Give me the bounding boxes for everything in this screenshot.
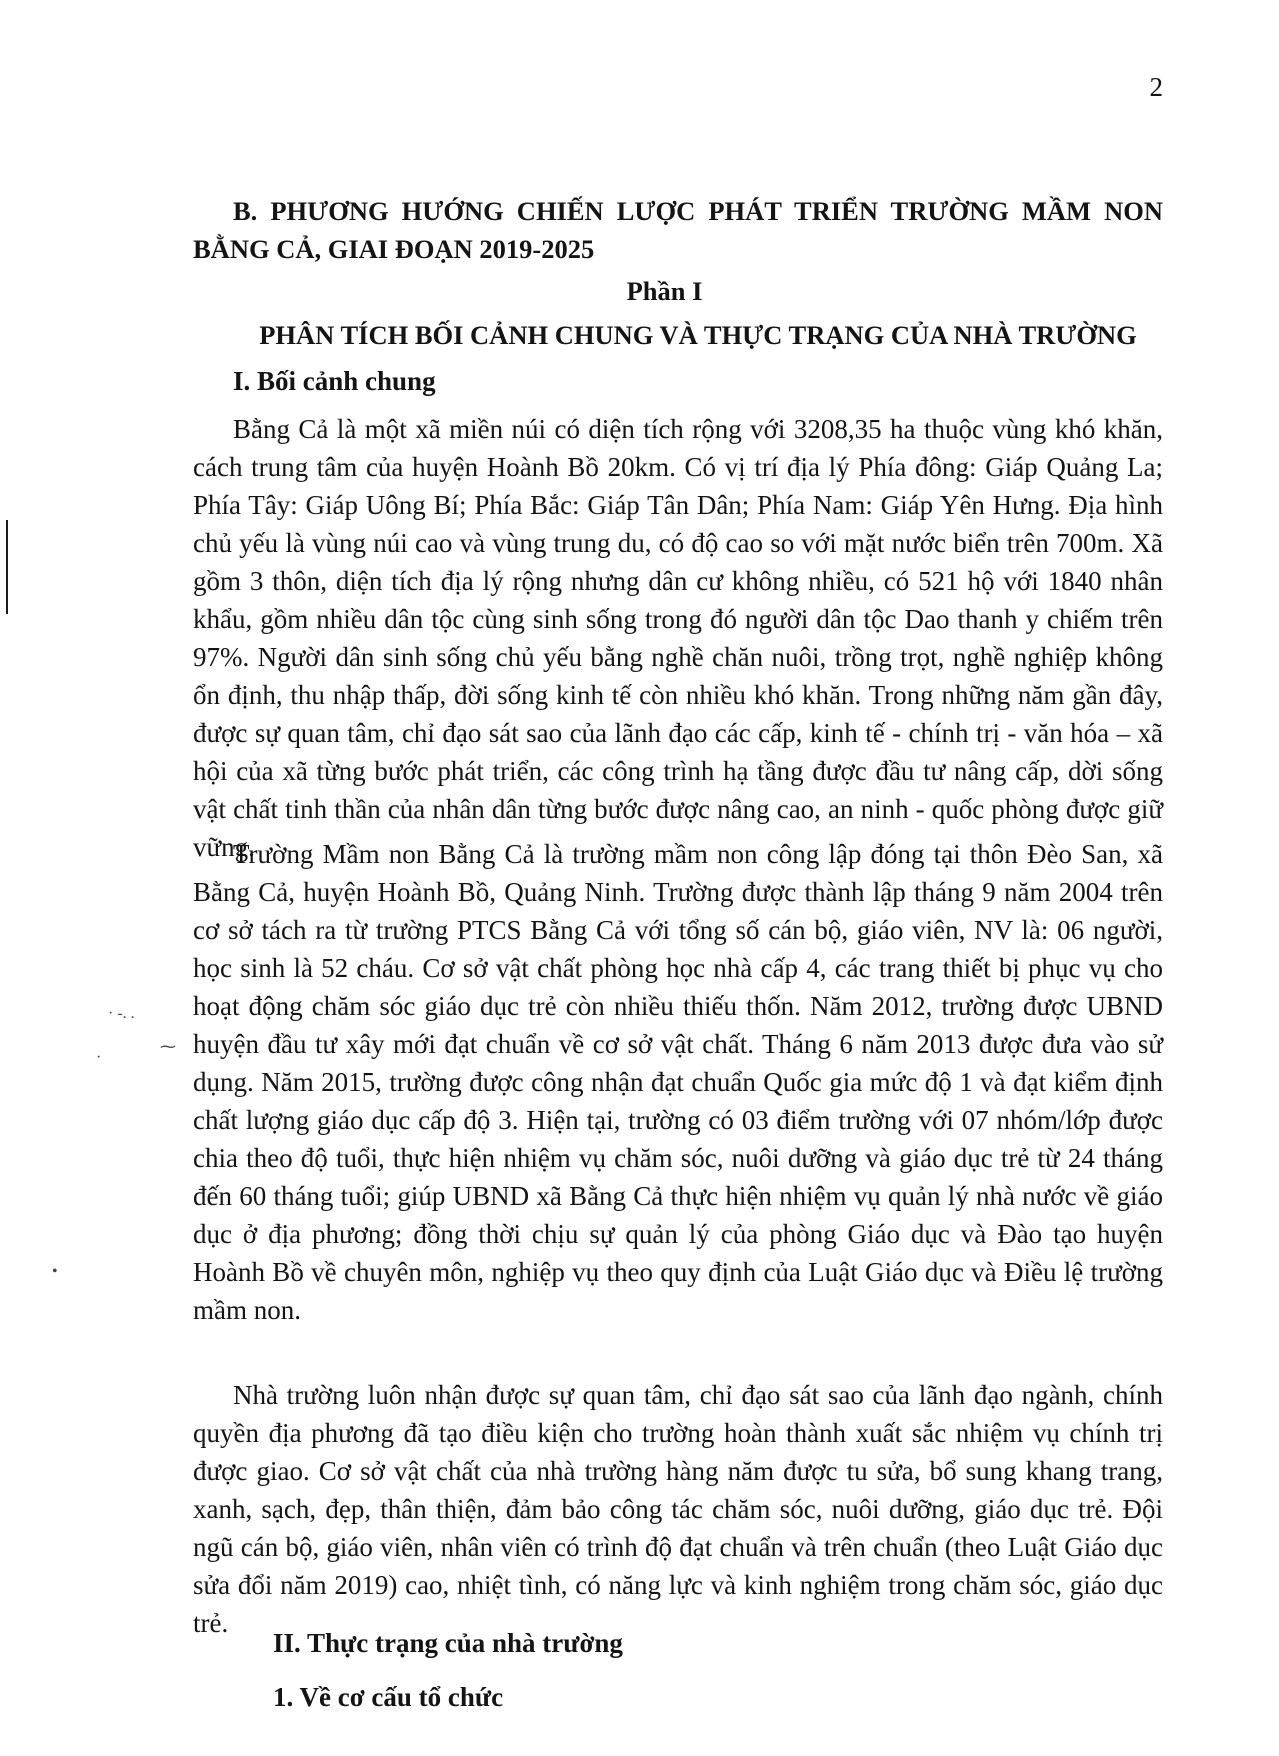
page-number: 2 (1149, 72, 1163, 102)
section-2-heading: II. Thực trạng của nhà trường (273, 1628, 623, 1658)
scan-speck: · -. . (108, 1005, 135, 1022)
scan-speck: · (96, 1049, 102, 1066)
section-2-subheading: 1. Về cơ cấu tổ chức (273, 1682, 504, 1712)
paragraph-school-support: Nhà trường luôn nhận được sự quan tâm, chỉ đạo sát sao của lãnh đạo ngành, chính quyền địa phương đã tạo điều kiện cho trường hoàn thành xuất sắc nhiệm vụ chính trị được giao. Cơ sở vật chất của nhà trường hàng năm được tu sửa, bổ sung khang trang, xanh, sạch, đẹp, thân thiện, đảm bảo công tác chăm sóc, nuôi dưỡng, giáo dục trẻ. Đội ngũ cán bộ, giáo viên, nhân viên có trình độ đạt chuẩn và trên chuẩn (theo Luật Giáo dục sửa đổi năm 2019) cao, nhiệt tình, có năng lực và kinh nghiệm trong chăm sóc, giáo dục trẻ. (193, 1380, 1163, 1638)
part-title: Phần I (626, 276, 703, 306)
section-1-heading: I. Bối cảnh chung (233, 366, 436, 396)
scan-speck: ⁓ (160, 1039, 176, 1056)
paragraph-school-history: Trường Mầm non Bằng Cả là trường mầm non công lập đóng tại thôn Đèo San, xã Bằng Cả, huyện Hoành Bồ, Quảng Ninh. Trường được thành lập tháng 9 năm 2004 trên cơ sở tách ra từ trường PTCS Bằng Cả với tổng số cán bộ, giáo viên, NV là: 06 người, học sinh là 52 cháu. Cơ sở vật chất phòng học nhà cấp 4, các trang thiết bị phục vụ cho hoạt động chăm sóc giáo dục trẻ còn nhiều thiếu thốn. Năm 2012, trường được UBND huyện đầu tư xây mới đạt chuẩn về cơ sở vật chất. Tháng 6 năm 2013 được đưa vào sử dụng. Năm 2015, trường được công nhận đạt chuẩn Quốc gia mức độ 1 và đạt kiểm định chất lượng giáo dục cấp độ 3. Hiện tại, trường có 03 điểm trường với 07 nhóm/lớp được chia theo độ tuổi, thực hiện nhiệm vụ chăm sóc, nuôi dưỡng và giáo dục trẻ từ 24 tháng đến 60 tháng tuổi; giúp UBND xã Bằng Cả thực hiện nhiệm vụ quản lý nhà nước về giáo dục ở địa phương; đồng thời chịu sự quản lý của phòng Giáo dục và Đào tạo huyện Hoành Bồ về chuyên môn, nghiệp vụ theo quy định của Luật Giáo dục và Điều lệ trường mầm non. (193, 839, 1163, 1325)
scan-speck: • (52, 1263, 58, 1280)
scan-margin-line (6, 520, 8, 614)
part-subtitle: PHÂN TÍCH BỐI CẢNH CHUNG VÀ THỰC TRẠNG CỦA NHÀ TRƯỜNG (259, 320, 1137, 350)
section-b-heading: B. PHƯƠNG HƯỚNG CHIẾN LƯỢC PHÁT TRIỂN TRƯỜNG MẦM NON BẰNG CẢ, GIAI ĐOẠN 2019-2025 (193, 196, 1163, 264)
paragraph-context: Bằng Cả là một xã miền núi có diện tích rộng với 3208,35 ha thuộc vùng khó khăn, cách trung tâm của huyện Hoành Bồ 20km. Có vị trí địa lý Phía đông: Giáp Quảng La; Phía Tây: Giáp Uông Bí; Phía Bắc: Giáp Tân Dân; Phía Nam: Giáp Yên Hưng. Địa hình chủ yếu là vùng núi cao và vùng trung du, có độ cao so với mặt nước biển trên 700m. Xã gồm 3 thôn, diện tích địa lý rộng nhưng dân cư không nhiều, có 521 hộ với 1840 nhân khẩu, gồm nhiều dân tộc cùng sinh sống trong đó người dân tộc Dao thanh y chiếm trên 97%. Người dân sinh sống chủ yếu bằng nghề chăn nuôi, trồng trọt, nghề nghiệp không ổn định, thu nhập thấp, đời sống kinh tế còn nhiều khó khăn. Trong những năm gần đây, được sự quan tâm, chỉ đạo sát sao của lãnh đạo các cấp, kinh tế - chính trị - văn hóa – xã hội của xã từng bước phát triển, các công trình hạ tầng được đầu tư nâng cấp, dời sống vật chất tinh thần của nhân dân từng bước được nâng cao, an ninh - quốc phòng được giữ vững. (193, 414, 1163, 862)
